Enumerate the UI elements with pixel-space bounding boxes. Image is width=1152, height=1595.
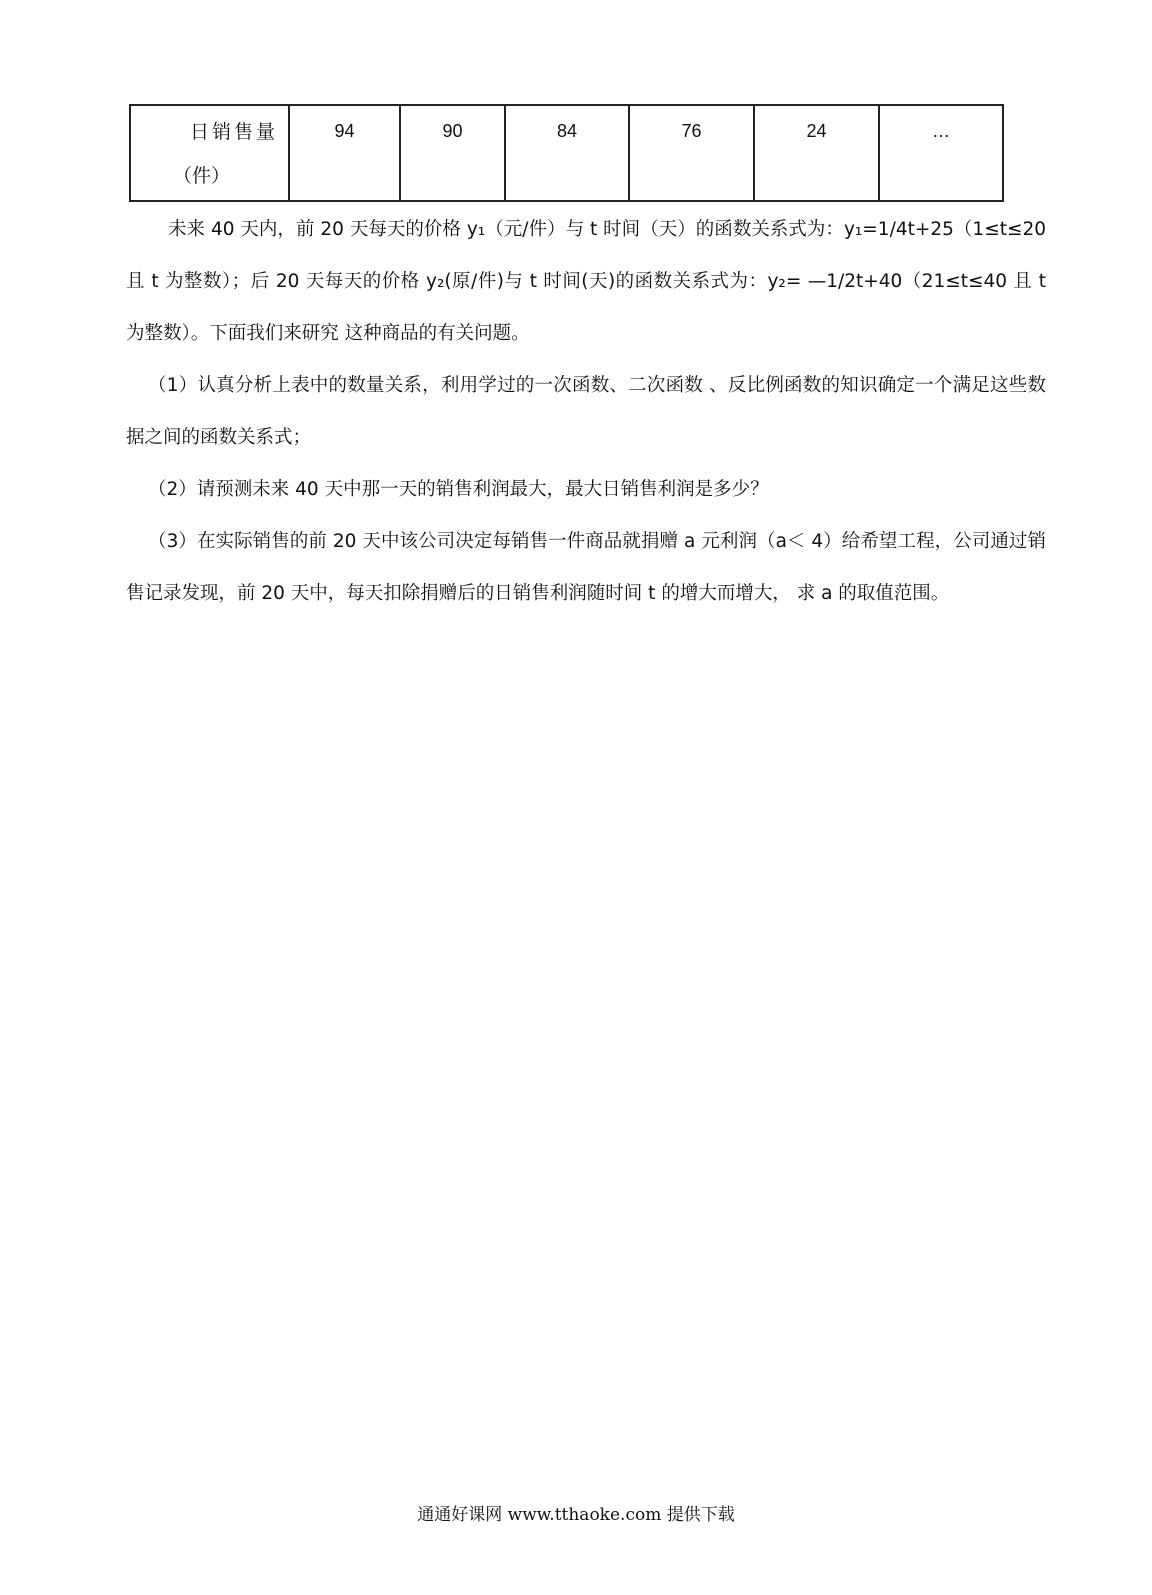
sales-table [129,104,1004,202]
table-cell: 90 [400,105,505,201]
question-3: （3）在实际销售的前 20 天中该公司决定每销售一件商品就捐赠 a 元利润（a＜ 4）给希望工程，公司通过销售记录发现，前 20 天中，每天扣除捐赠后的日销售利润随时间 t 的增大而增大， 求 a 的取值范围。 [126,531,1046,604]
table-cell: 94 [289,105,400,201]
intro-paragraph: 未来 40 天内，前 20 天每天的价格 y₁（元/件）与 t 时间（天）的函数关系式为：y₁=1/4t+25（1≤t≤20 且 t 为整数）；后 20 天每天的价格 y₂(原/件)与 t 时间(天)的函数关系式为：y₂= —1/2t+40（21≤t≤40 且 t 为整数）。下面我们来研究 这种商品的有关问题。 [126,219,1046,344]
question-2: （2）请预测未来 40 天中那一天的销售利润最大，最大日销售利润是多少？ [148,479,769,500]
problem-text [126,204,1046,620]
row-label-line1: 日销售量 [189,121,278,143]
table-cell: 84 [505,105,629,201]
row-label-line2: （件） [173,165,231,187]
row-label-daily-sales [130,105,289,201]
table-cell: … [879,105,1003,201]
question-1: （1）认真分析上表中的数量关系，利用学过的一次函数、二次函数 、反比例函数的知识确定一个满足这些数据之间的函数关系式； [126,375,1046,448]
table-row [130,105,1003,201]
table-cell: 24 [754,105,879,201]
table-cell: 76 [629,105,754,201]
page-footer: 通通好课网 www.tthaoke.com 提供下载 [417,1505,735,1525]
